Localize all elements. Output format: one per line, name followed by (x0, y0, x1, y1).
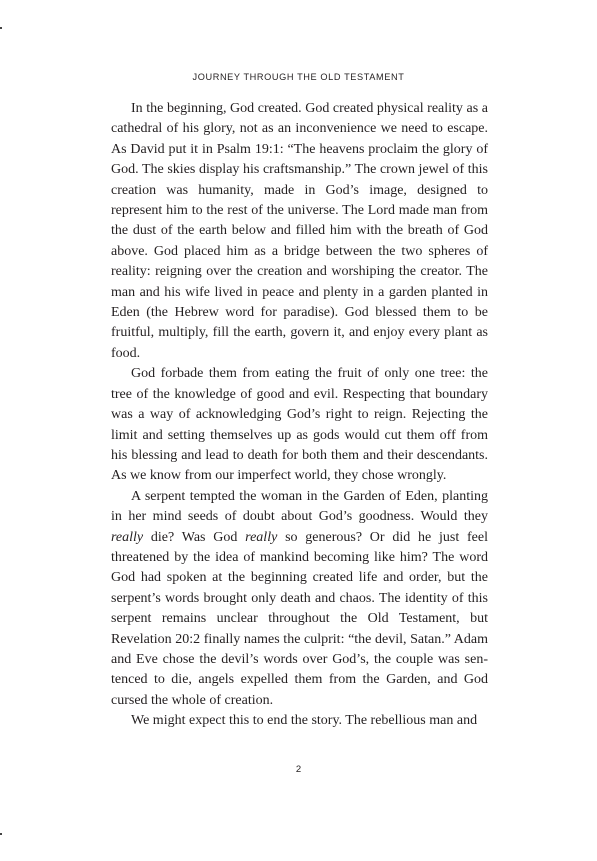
text-segment: die? Was God (143, 529, 246, 545)
crop-mark-top (0, 27, 2, 29)
emphasis-really: really (245, 529, 278, 545)
crop-mark-bottom (0, 833, 2, 835)
emphasis-really: really (111, 529, 144, 545)
body-text (111, 99, 488, 732)
text-segment: A serpent tempted the woman in the Garden of Eden, planting in her mind seeds of doubt about God’s goodness. Would they (111, 488, 488, 525)
text-segment: We might expect this to end the story. The rebellious man and (131, 713, 478, 729)
paragraph-forbidden-tree (111, 364, 488, 486)
paragraph-continuation (111, 711, 488, 731)
paragraph-creation (111, 99, 488, 364)
text-segment: In the beginning, God created. God created physical reality as a cathedral of his glory, not as an inconvenience we need to escape. As David put it in Psalm 19:1: “The heavens proclaim the glory of God. The skies display his craftsmanship.” The crown jewel of this creation was humanity, made in God’s image, designed to represent him to the rest of the universe. The Lord made man from the dust of the earth below and filled him with the breath of God above. God placed him as a bridge between the two spheres of reality: reigning over the creation and worshiping the creator. The man and his wife lived in peace and plenty in a garden planted in Eden (the Hebrew word for paradise). God blessed them to be fruitful, multiply, fill the earth, govern it, and enjoy every plant as food. (111, 101, 488, 361)
running-head: JOURNEY THROUGH THE OLD TESTAMENT (192, 72, 405, 82)
page-number: 2 (295, 764, 302, 775)
text-segment: God forbade them from eating the fruit of only one tree: the tree of the knowledge of good and evil. Respecting that boundary was a way of acknowledging God’s right to reign. Rejecting the limit and setting themselves up as gods would cut them off from his blessing and lead to death for both them and their descendants. As we know from our imperfect world, they chose wrongly. (111, 366, 488, 484)
paragraph-serpent (111, 487, 488, 711)
text-segment: so generous? Or did he just feel threatened by the idea of mankind becoming like him? The word God had spoken at the beginning created life and order, but the serpent’s words brought only death and chaos. The identity of this serpent remains unclear throughout the Old Testament, but Revelation 20:2 finally names the culprit: “the devil, Satan.” Adam and Eve chose the devil’s words over God’s, the couple was sentenced to die, angels expelled them from the Garden, and God cursed the whole of creation. (111, 529, 488, 708)
